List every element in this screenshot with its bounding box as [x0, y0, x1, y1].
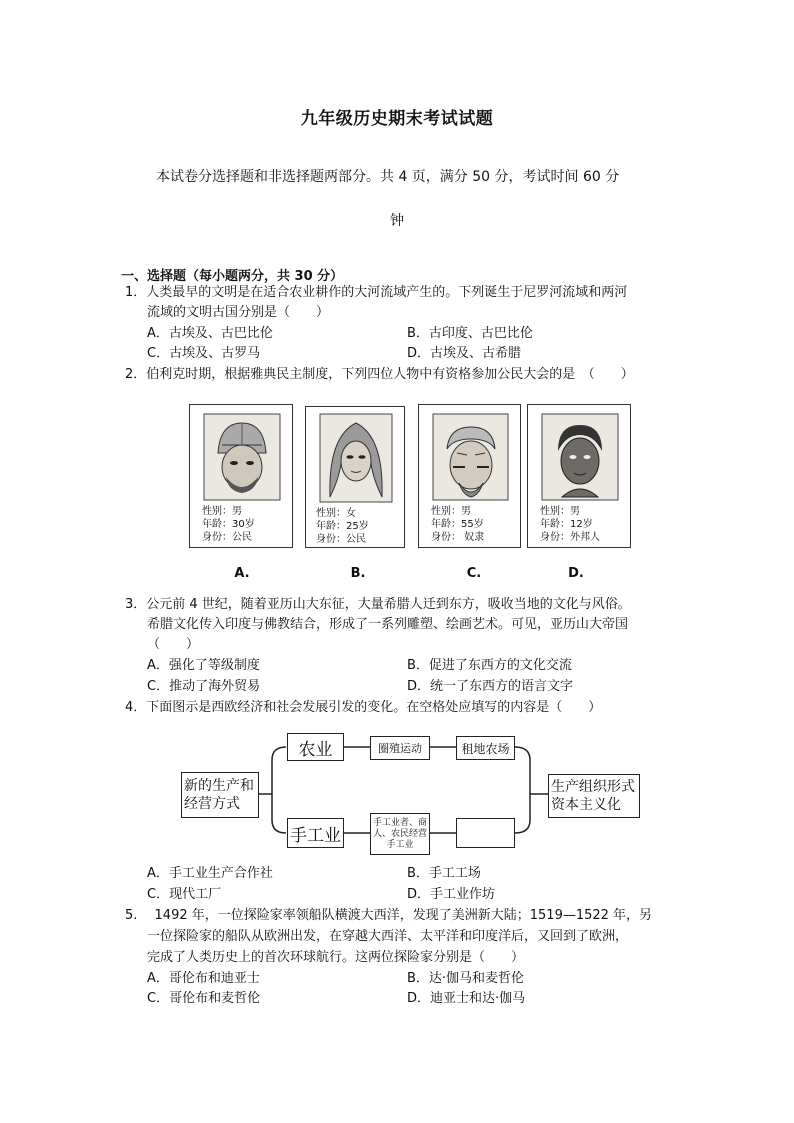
q3-option-b[interactable]: B．促进了东西方的文化交流: [407, 658, 572, 673]
q5-option-d[interactable]: D．迪亚士和达·伽马: [407, 991, 526, 1006]
q3-option-c[interactable]: C．推动了海外贸易: [147, 679, 261, 694]
card-a-gender: 性别：男: [202, 506, 242, 517]
card-c-gender: 性别：男: [431, 506, 471, 517]
card-c-status: 身份： 奴隶: [431, 532, 485, 543]
q4-option-b[interactable]: B．手工工场: [407, 866, 481, 881]
q1-option-b[interactable]: B．古印度、古巴比伦: [407, 326, 533, 341]
q1-option-a[interactable]: A．古埃及、古巴比伦: [147, 326, 273, 341]
portrait-card-d: [527, 404, 631, 548]
portrait-card-b: [305, 406, 405, 548]
diagram-node-new-methods: 新的生产和经营方式: [181, 772, 259, 818]
q2-option-c[interactable]: C.: [466, 566, 482, 581]
card-b-age: 年龄：25岁: [316, 521, 369, 532]
q4-option-a[interactable]: A．手工业生产合作社: [147, 866, 273, 881]
diagram-node-merchants: 手工业者、商人、农民经营手工业: [370, 813, 430, 855]
card-d-age: 年龄：12岁: [540, 519, 593, 530]
card-b-gender: 性别：女: [316, 508, 356, 519]
portrait-card-c: [418, 404, 521, 548]
q3-option-a[interactable]: A．强化了等级制度: [147, 658, 260, 673]
q2-option-a[interactable]: A.: [234, 566, 250, 581]
card-a-status: 身份：公民: [202, 532, 252, 543]
page-title: 九年级历史期末考试试题: [300, 109, 494, 129]
card-a-age: 年龄：30岁: [202, 519, 255, 530]
exam-intro-continued: 钟: [390, 213, 404, 229]
q1-stem-line2: 流域的文明古国分别是（ ）: [147, 305, 330, 320]
q1-option-c[interactable]: C．古埃及、古罗马: [147, 346, 261, 361]
q3-stem-line1: 3．公元前 4 世纪，随着亚历山大东征，大量希腊人迁到东方，吸收当地的文化与风俗。: [125, 597, 631, 612]
portrait-card-a: [189, 404, 293, 548]
card-c-age: 年龄：55岁: [431, 519, 484, 530]
q3-stem-line2: 希腊文化传入印度与佛教结合，形成了一系列雕塑、绘画艺术。可见，亚历山大帝国: [147, 617, 629, 632]
diagram-node-enclosure: 圈殖运动: [370, 736, 430, 760]
q2-option-d[interactable]: D.: [568, 566, 584, 581]
section-heading: 一、选择题（每小题两分，共 30 分）: [121, 269, 344, 284]
q2-option-b[interactable]: B.: [350, 566, 366, 581]
q5-stem-line3: 完成了人类历史上的首次环球航行。这两位探险家分别是（ ）: [147, 950, 525, 965]
q2-stem-line1: 2．伯利克时期，根据雅典民主制度，下列四位人物中有资格参加公民大会的是 （ ）: [125, 367, 634, 382]
diagram-node-capitalism: 生产组织形式资本主义化: [548, 774, 640, 818]
q5-option-c[interactable]: C．哥伦布和麦哲伦: [147, 991, 261, 1006]
exam-intro: 本试卷分选择题和非选择题两部分。共 4 页，满分 50 分，考试时间 60 分: [156, 169, 620, 185]
diagram-blank-answer-box[interactable]: [456, 818, 515, 848]
q4-option-d[interactable]: D．手工业作坊: [407, 887, 496, 902]
card-b-status: 身份：公民: [316, 534, 366, 545]
q1-stem-line1: 1．人类最早的文明是在适合农业耕作的大河流域产生的。下列诞生于尼罗河流域和两河: [125, 285, 628, 300]
q4-stem-line1: 4．下面图示是西欧经济和社会发展引发的变化。在空格处应填写的内容是（ ）: [125, 700, 602, 715]
diagram-node-agriculture: 农业: [287, 733, 344, 761]
q4-option-c[interactable]: C．现代工厂: [147, 887, 222, 902]
q1-option-d[interactable]: D．古埃及、古希腊: [407, 346, 522, 361]
card-d-gender: 性别：男: [540, 506, 580, 517]
q3-option-d[interactable]: D．统一了东西方的语言文字: [407, 679, 574, 694]
q5-stem-line1: 5. 1492 年，一位探险家率领船队横渡大西洋，发现了美洲新大陆；1519—1522 年，另: [125, 908, 653, 923]
q5-stem-line2: 一位探险家的船队从欧洲出发，在穿越大西洋、太平洋和印度洋后，又回到了欧洲，: [147, 929, 629, 944]
diagram-node-leased-farm: 租地农场: [456, 736, 515, 760]
q5-option-a[interactable]: A．哥伦布和迪亚士: [147, 971, 260, 986]
q3-stem-line3: （ ）: [147, 637, 200, 652]
card-d-status: 身份：外邦人: [540, 532, 600, 543]
q5-option-b[interactable]: B．达·伽马和麦哲伦: [407, 971, 525, 986]
diagram-node-handicraft: 手工业: [287, 818, 344, 848]
